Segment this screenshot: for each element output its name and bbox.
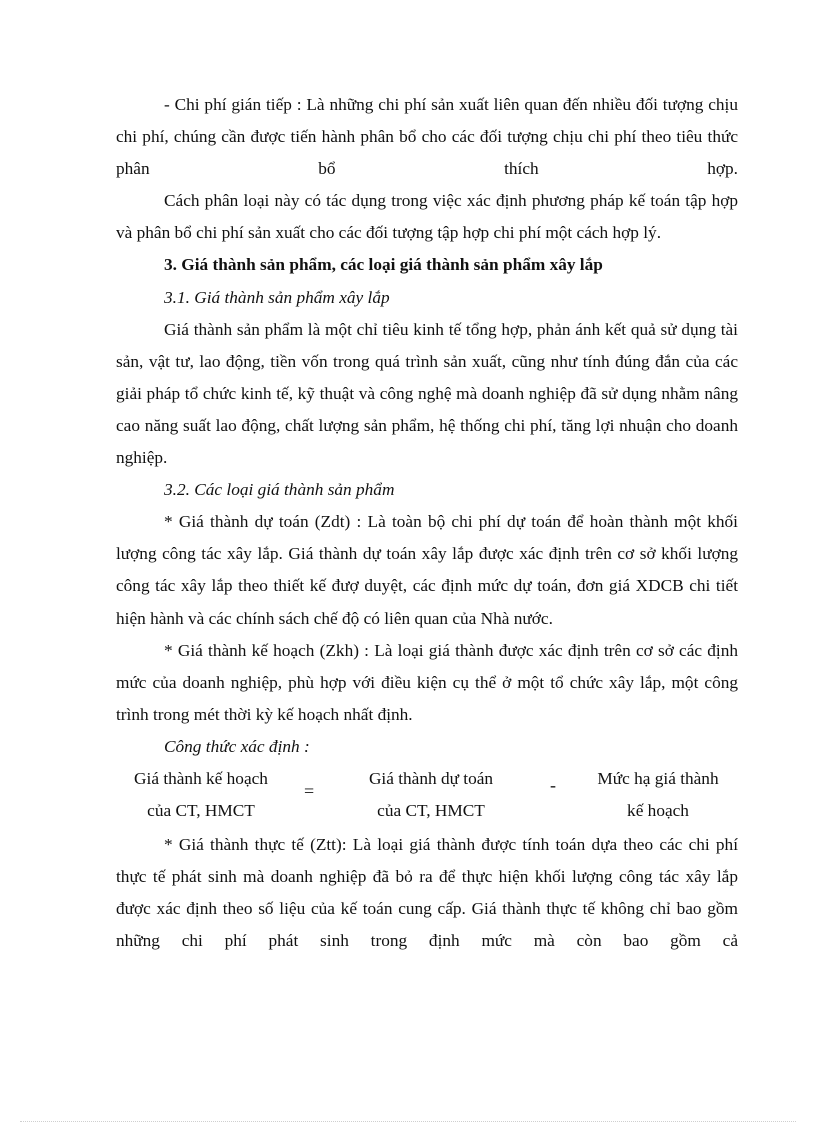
paragraph-product-cost-definition: Giá thành sản phẩm là một chỉ tiêu kinh tế tổng hợp, phản ánh kết quả sử dụng tài sản, vật tư, lao động, tiền vốn trong quá trình sản xuất, cũng như tính đúng đắn của các giải pháp tổ chức kinh tế, kỹ thuật và công nghệ mà doanh nghiệp đã sử dụng nhằm nâng cao năng suất lao động, chất lượng sản phẩm, hệ thống chi phí, tăng lợi nhuận cho doanh nghiệp. [116,319,738,468]
page-content [116,89,738,957]
formula-term-cost-reduction [576,763,740,827]
formula-term-line: Giá thành dự toán [368,768,494,788]
formula-term-line: Giá thành kế hoạch [134,768,268,788]
paragraph-planned-cost: * Giá thành kế hoạch (Zkh) : Là loại giá thành được xác định trên cơ sở các định mức của doanh nghiệp, phù hợp với điều kiện cụ thể ở một tổ chức xây lắp, một công trình trong mét thời kỳ kế hoạch nhất định. [116,640,738,724]
formula-term-line: của CT, HMCT [377,801,485,821]
subsection-heading-3-1: 3.1. Giá thành sản phẩm xây lắp [164,287,390,307]
paragraph-actual-cost: * Giá thành thực tế (Ztt): Là loại giá thành được tính toán dựa theo các chi phí thực tế phát sinh mà doanh nghiệp đã bỏ ra để thực hiện khối lượng công tác xây lắp được xác định theo số liệu của kế toán cung cấp. Giá thành thực tế không chỉ bao gồm những chi phí phát sinh trong định mức mà còn bao gồm cả [116,834,738,951]
paragraph-estimated-cost: * Giá thành dự toán (Zdt) : Là toàn bộ chi phí dự toán để hoàn thành một khối lượng công tác xây lắp. Giá thành dự toán xây lắp được xác định trên cơ sở khối lượng công tác xây lắp theo thiết kế đượ duyệt, các định mức dự toán, đơn giá XDCB chi tiết hiện hành và các chính sách chế độ có liên quan của Nhà nước. [116,512,738,628]
formula-term-line: Mức hạ giá thành [597,768,719,788]
subsection-heading-3-2: 3.2. Các loại giá thành sản phẩm [164,480,395,500]
page-bottom-divider [20,1121,796,1122]
formula-minus-sign: - [550,774,556,795]
paragraph-classification-effect: Cách phân loại này có tác dụng trong việc xác định phương pháp kế toán tập hợp và phân bổ chi phí sản xuất cho các đối tượng tập hợp chi phí một cách hợp lý. [116,191,738,243]
formula-term-line: của CT, HMCT [147,801,255,821]
paragraph-indirect-costs: - Chi phí gián tiếp : Là những chi phí sản xuất liên quan đến nhiều đối tượng chịu chi phí, chúng cần được tiến hành phân bổ cho các đối tượng chịu chi phí theo tiêu thức phân bổ thích hợp. [116,95,738,179]
formula-label: Công thức xác định : [164,736,310,756]
formula-equals-sign: = [304,780,315,801]
cost-formula [116,763,738,829]
formula-term-planned-cost [116,763,286,827]
section-heading-3: 3. Giá thành sản phẩm, các loại giá thành sản phẩm xây lắp [164,255,603,275]
formula-term-line: kế hoạch [627,801,689,821]
formula-term-estimated-cost [346,763,516,827]
